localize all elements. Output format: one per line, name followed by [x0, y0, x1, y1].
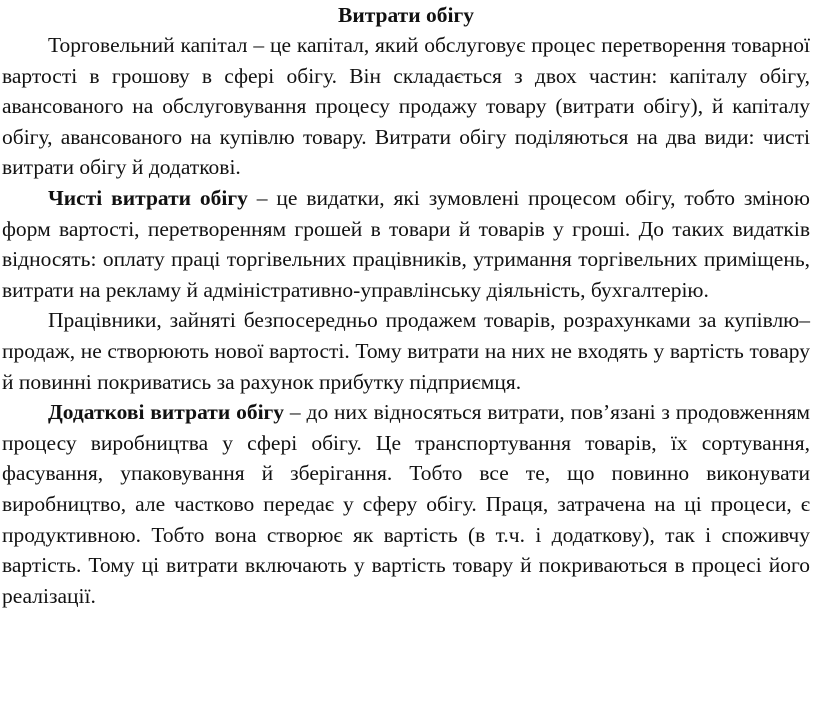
document-title: Витрати обігу [337, 3, 474, 27]
paragraph-additional-costs [2, 397, 810, 611]
paragraph-text: Працівники, зайняті безпосередньо продажем товарів, розрахунками за купівлю–продаж, не створюють нової вартості. Тому витрати на них не входять у вартість товару й повинні покриватись за рахунок прибутку підприємця. [2, 308, 810, 394]
term-net-costs: Чисті витрати обігу [48, 185, 248, 210]
paragraph-text: – до них відносяться витрати, пов’язані з продовженням процесу виробництва у сфері обігу. Це транспортування товарів, їх сортування, фасування, упаковування й зберігання. Тобто все те, що повинно виконувати виробництво, але частково передає у сферу обігу. Праця, затрачена на ці процеси, є продуктивною. Тобто вона створює як вартість (в т.ч. і додаткову), так і споживчу вартість. Тому ці витрати включають у вартість товару й покриваються в процесі його реалізації. [2, 400, 810, 608]
term-additional-costs: Додаткові витрати обігу [48, 400, 285, 425]
paragraph-text: – це видатки, які зумовлені процесом обігу, тобто зміною форм вартості, перетворенням грошей в товари й товарів у гроші. До таких видатків відносять: оплату праці торгівельних працівників, утримання торгівельних приміщень, витрати на рекламу й адміністративно-управлінську діяльність, бухгалтерію. [2, 185, 810, 302]
paragraph-net-costs [2, 183, 810, 305]
paragraph-workers [2, 305, 810, 397]
paragraph-text: Торговельний капітал – це капітал, який обслуговує процес перетворення товарної вартості в грошову в сфері обігу. Він складається з двох частин: капіталу обігу, авансованого на обслуговування процесу продажу товару (витрати обігу), й капіталу обігу, авансованого на купівлю товару. Витрати обігу поділяються на два види: чисті витрати обігу й додаткові. [2, 33, 810, 180]
paragraph-trade-capital [2, 30, 810, 183]
